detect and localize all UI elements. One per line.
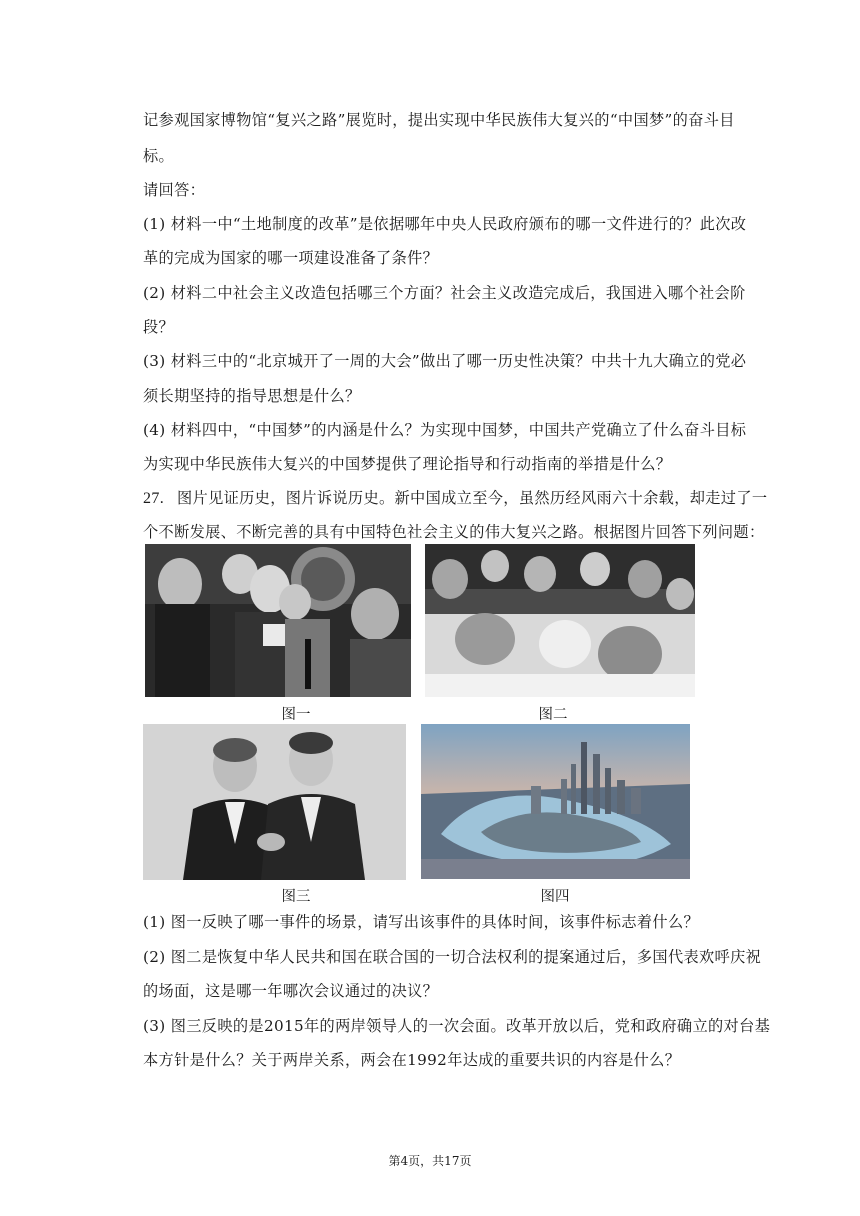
photo-2-un-celebration [425,544,695,697]
caption-figure-4: 图四 [540,889,570,905]
text-line: 请回答： [143,181,206,199]
question-4-cont: 为实现中华民族伟大复兴的中国梦提供了理论指导和行动指南的举措是什么？ [143,455,672,473]
question-27-intro-cont: 个不断发展、不断完善的具有中国特色社会主义的伟大复兴之路。根据图片回答下列问题： [143,523,765,541]
question-1-cont: 革的完成为国家的哪一项建设准备了条件？ [143,249,439,267]
question-2-cont: 段？ [143,318,175,336]
question-27-text: 图片见证历史，图片诉说历史。新中国成立至今，虽然历经风雨六十余载，却走过了一 [177,489,768,507]
photo-3-cross-strait-meeting [143,724,406,880]
text-line: 标。 [143,147,175,165]
photo-4-shanghai-skyline [421,724,690,879]
caption-figure-2: 图二 [538,707,568,723]
question-3: (3) 材料三中的“北京城开了一周的大会”做出了哪一历史性决策？中共十九大确立的党必 [143,352,747,370]
photo-question-2-cont: 的场面，这是哪一年哪次会议通过的决议？ [143,982,439,1000]
photo-question-3: (3) 图三反映的是2015年的两岸领导人的一次会面。改革开放以后，党和政府确立的对台基 [143,1017,771,1035]
caption-figure-3: 图三 [281,889,311,905]
question-number: 27. [143,490,165,507]
question-1: (1) 材料一中“土地制度的改革”是依据哪年中央人民政府颁布的哪一文件进行的？此次改 [143,215,747,233]
question-27-intro [143,488,768,509]
photo-1-founding-ceremony [145,544,411,697]
photo-question-3-cont: 本方针是什么？关于两岸关系，两会在1992年达成的重要共识的内容是什么？ [143,1051,681,1069]
photo-question-1: (1) 图一反映了哪一事件的场景，请写出该事件的具体时间，该事件标志着什么？ [143,913,700,931]
photo-question-2: (2) 图二是恢复中华人民共和国在联合国的一切合法权利的提案通过后，多国代表欢呼庆祝 [143,948,762,966]
question-4: (4) 材料四中，“中国梦”的内涵是什么？为实现中国梦，中国共产党确立了什么奋斗目标 [143,421,747,439]
question-3-cont: 须长期坚持的指导思想是什么？ [143,387,361,405]
text-line: 记参观国家博物馆“复兴之路”展览时，提出实现中华民族伟大复兴的“中国梦”的奋斗目 [143,111,735,129]
question-2: (2) 材料二中社会主义改造包括哪三个方面？社会主义改造完成后，我国进入哪个社会阶 [143,284,746,302]
page-number-footer: 第4页，共17页 [388,1154,472,1168]
caption-figure-1: 图一 [281,707,311,723]
